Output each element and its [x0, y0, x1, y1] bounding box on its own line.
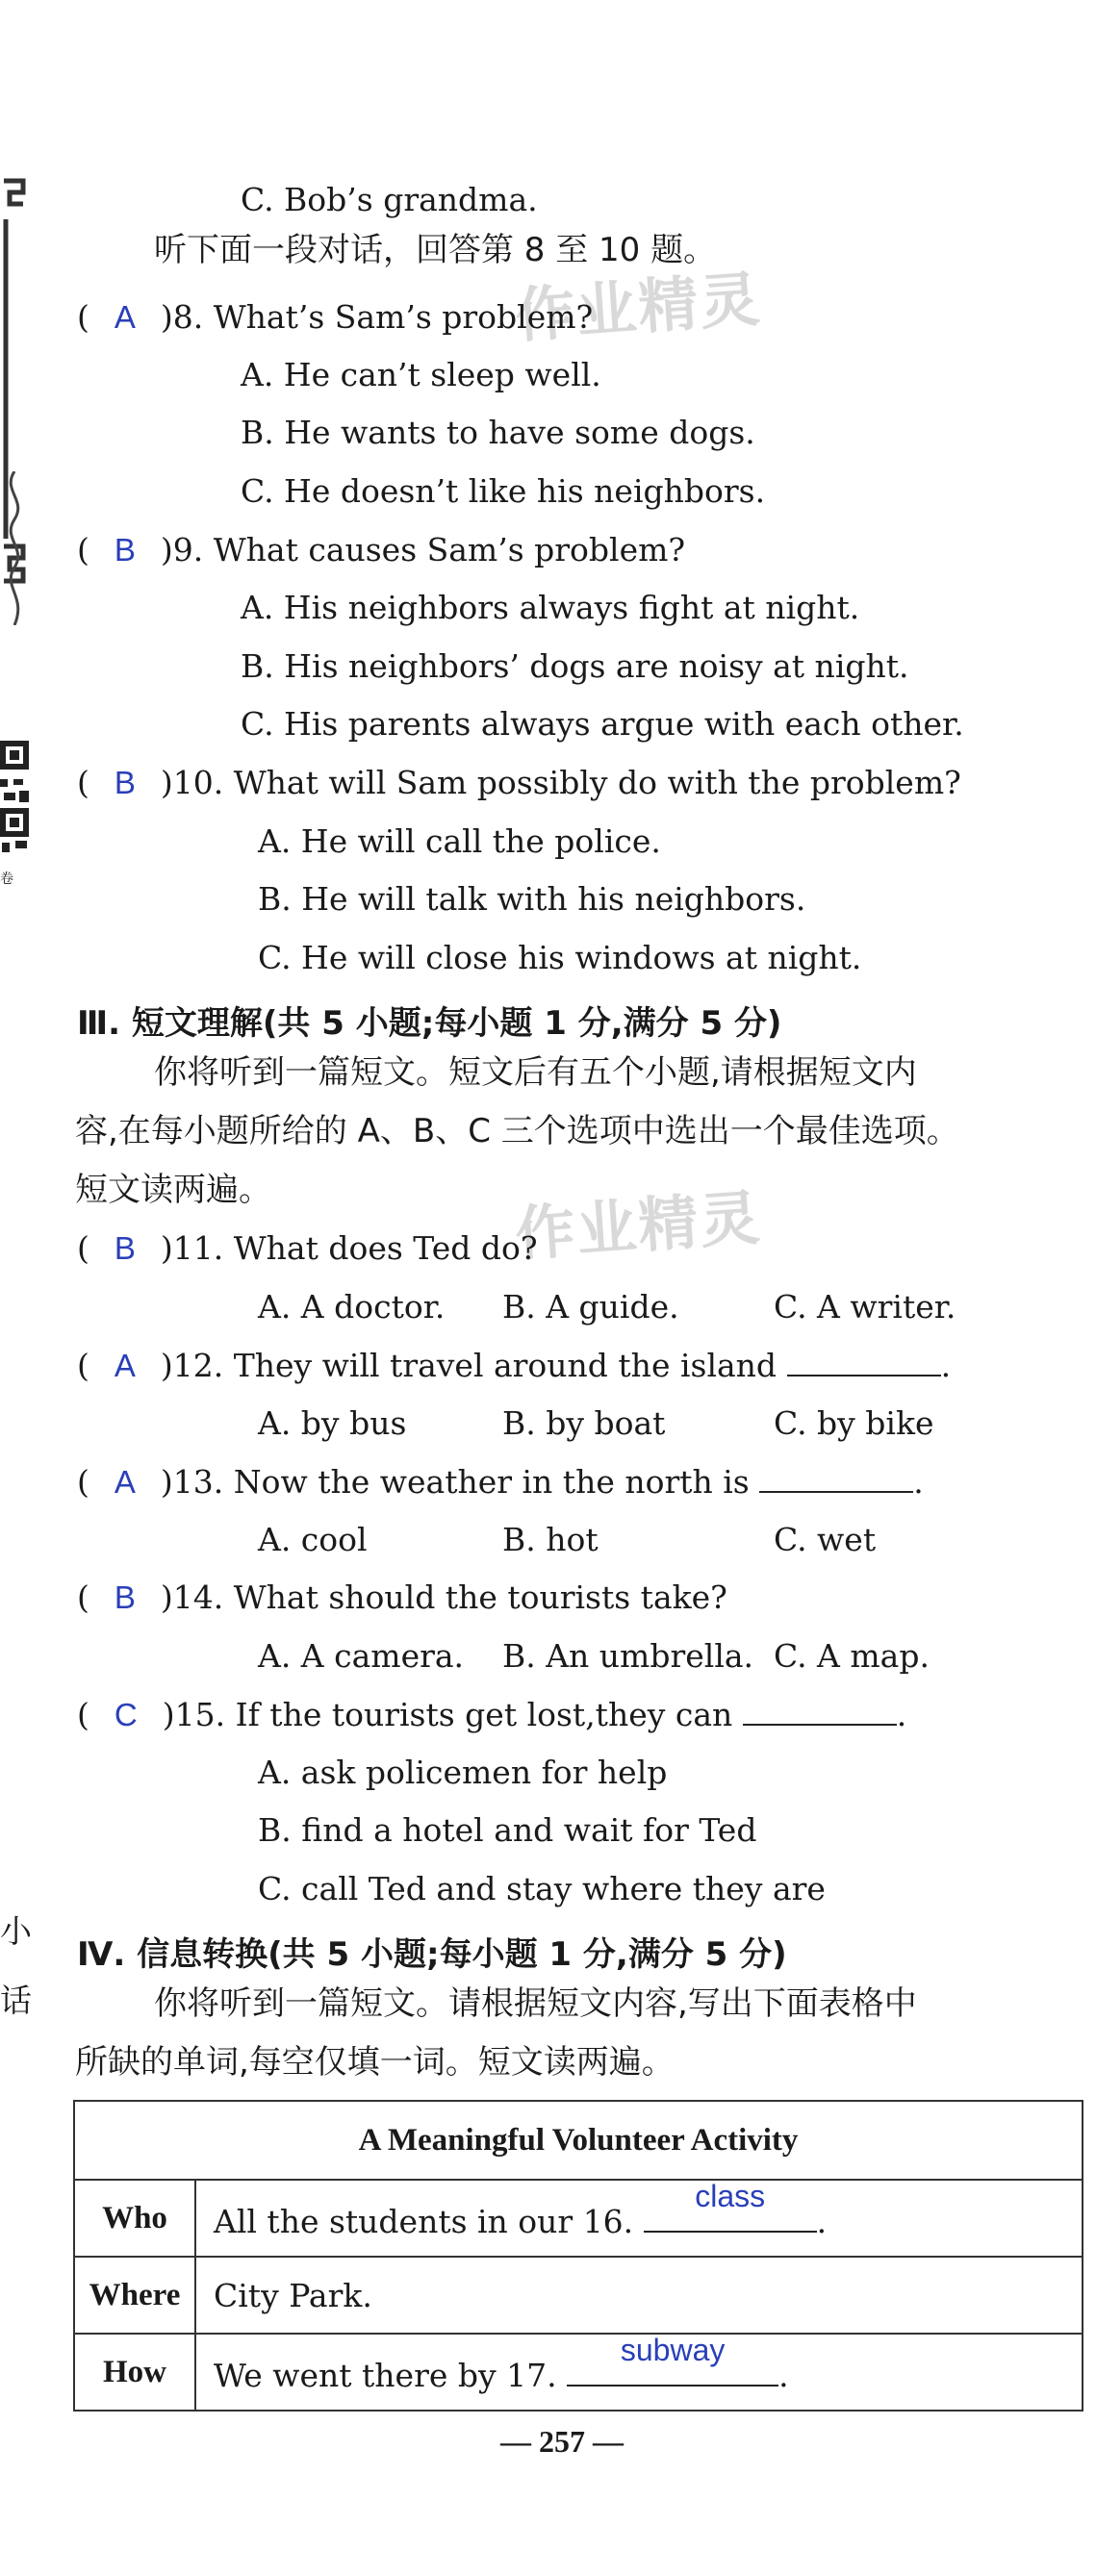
filled-answer: class	[695, 2179, 766, 2213]
option-line: C. He will close his windows at night.	[258, 939, 862, 976]
dialog-intro: 听下面一段对话，回答第 8 至 10 题。	[154, 231, 717, 269]
question-14: ( B )14. What should the tourists take?	[77, 1578, 727, 1616]
option-line: C. wet	[774, 1521, 877, 1558]
option-line: B. An umbrella.	[502, 1637, 754, 1675]
option-line: A. cool	[258, 1521, 368, 1558]
answer-blank	[743, 1695, 897, 1726]
option-line: A. He can’t sleep well.	[241, 356, 601, 393]
option-line: C. by bike	[774, 1404, 934, 1442]
option-line: A. His neighbors always fight at night.	[241, 589, 860, 626]
table-row	[74, 2180, 1083, 2257]
question-8: ( A )8. What’s Sam’s problem?	[77, 298, 594, 336]
table-title: A Meaningful Volunteer Activity	[74, 2101, 1083, 2180]
row-label: Who	[74, 2180, 195, 2257]
option-line: A. by bus	[258, 1404, 407, 1442]
section-4-instruction: 你将听到一篇短文。请根据短文内容,写出下面表格中	[154, 1984, 917, 2023]
answer-15: C	[114, 1697, 138, 1732]
answer-13: A	[114, 1464, 136, 1500]
section-3-heading: Ⅲ. 短文理解(共 5 小题;每小题 1 分,满分 5 分)	[77, 1004, 782, 1043]
answer-8: A	[114, 299, 136, 335]
question-13: ( A )13. Now the weather in the north is .	[77, 1463, 924, 1501]
option-line: B. He wants to have some dogs.	[241, 414, 755, 451]
question-15: ( C )15. If the tourists get lost,they can .	[77, 1696, 907, 1733]
option-line: C. call Ted and stay where they are	[258, 1870, 826, 1907]
page-number: — 257 —	[500, 2424, 624, 2459]
table-row	[74, 2257, 1083, 2334]
option-line: B. by boat	[502, 1404, 666, 1442]
option-line: C. A map.	[774, 1637, 930, 1675]
option-line: C. A writer.	[774, 1288, 956, 1326]
row-label: Where	[74, 2257, 195, 2334]
watermark: 作业精灵	[513, 264, 764, 351]
answer-blank	[787, 1346, 941, 1376]
row-content: City Park.	[195, 2257, 1083, 2334]
option-line: A. A camera.	[258, 1637, 465, 1675]
option-line: C. He doesn’t like his neighbors.	[241, 472, 766, 510]
question-9: ( B )9. What causes Sam’s problem?	[77, 531, 686, 568]
row-label: How	[74, 2334, 195, 2411]
option-line: B. His neighbors’ dogs are noisy at night.	[241, 647, 909, 685]
section-4-instruction: 所缺的单词,每空仅填一词。短文读两遍。	[75, 2043, 675, 2082]
qr-code-icon	[0, 741, 29, 875]
section-3-instruction: 你将听到一篇短文。短文后有五个小题,请根据短文内	[154, 1053, 917, 1092]
section-4-heading: Ⅳ. 信息转换(共 5 小题;每小题 1 分,满分 5 分)	[77, 1935, 787, 1974]
watermark: 作业精灵	[513, 1182, 764, 1270]
fill-blank	[644, 2179, 817, 2233]
option-line: B. A guide.	[502, 1288, 679, 1326]
section-3-instruction: 容,在每小题所给的 A、B、C 三个选项中选出一个最佳选项。	[75, 1112, 959, 1150]
row-content: We went there by 17. subway .	[195, 2334, 1083, 2411]
table-row	[74, 2334, 1083, 2411]
fill-blank	[567, 2333, 778, 2387]
answer-12: A	[114, 1348, 136, 1383]
answer-11: B	[114, 1230, 136, 1266]
option-line: C. Bob’s grandma.	[241, 181, 538, 218]
ornament-vine-icon	[2, 471, 27, 625]
option-line: C. His parents always argue with each other.	[241, 705, 964, 743]
question-11: ( B )11. What does Ted do?	[77, 1229, 538, 1267]
option-line: A. ask policemen for help	[258, 1754, 668, 1791]
question-12: ( A )12. They will travel around the island .	[77, 1347, 952, 1384]
filled-answer: subway	[620, 2333, 726, 2367]
answer-10: B	[114, 765, 136, 800]
option-line: B. hot	[502, 1521, 599, 1558]
qr-code	[0, 741, 29, 875]
section-3-instruction: 短文读两遍。	[75, 1171, 271, 1209]
option-line: B. He will talk with his neighbors.	[258, 880, 806, 918]
answer-9: B	[114, 532, 136, 568]
answer-14: B	[114, 1579, 136, 1615]
margin-ornament	[2, 471, 27, 625]
answer-blank	[759, 1462, 913, 1493]
margin-side-text-2: 话	[0, 1982, 32, 2019]
option-line: A. A doctor.	[258, 1288, 446, 1326]
option-line: B. find a hotel and wait for Ted	[258, 1811, 757, 1849]
question-10: ( B )10. What will Sam possibly do with the problem?	[77, 764, 961, 801]
qr-caption: 卷	[0, 871, 13, 887]
info-table	[73, 2100, 1083, 2412]
row-content: All the students in our 16. class .	[195, 2180, 1083, 2257]
margin-side-text-1: 小	[0, 1912, 32, 1950]
option-line: A. He will call the police.	[258, 822, 661, 860]
